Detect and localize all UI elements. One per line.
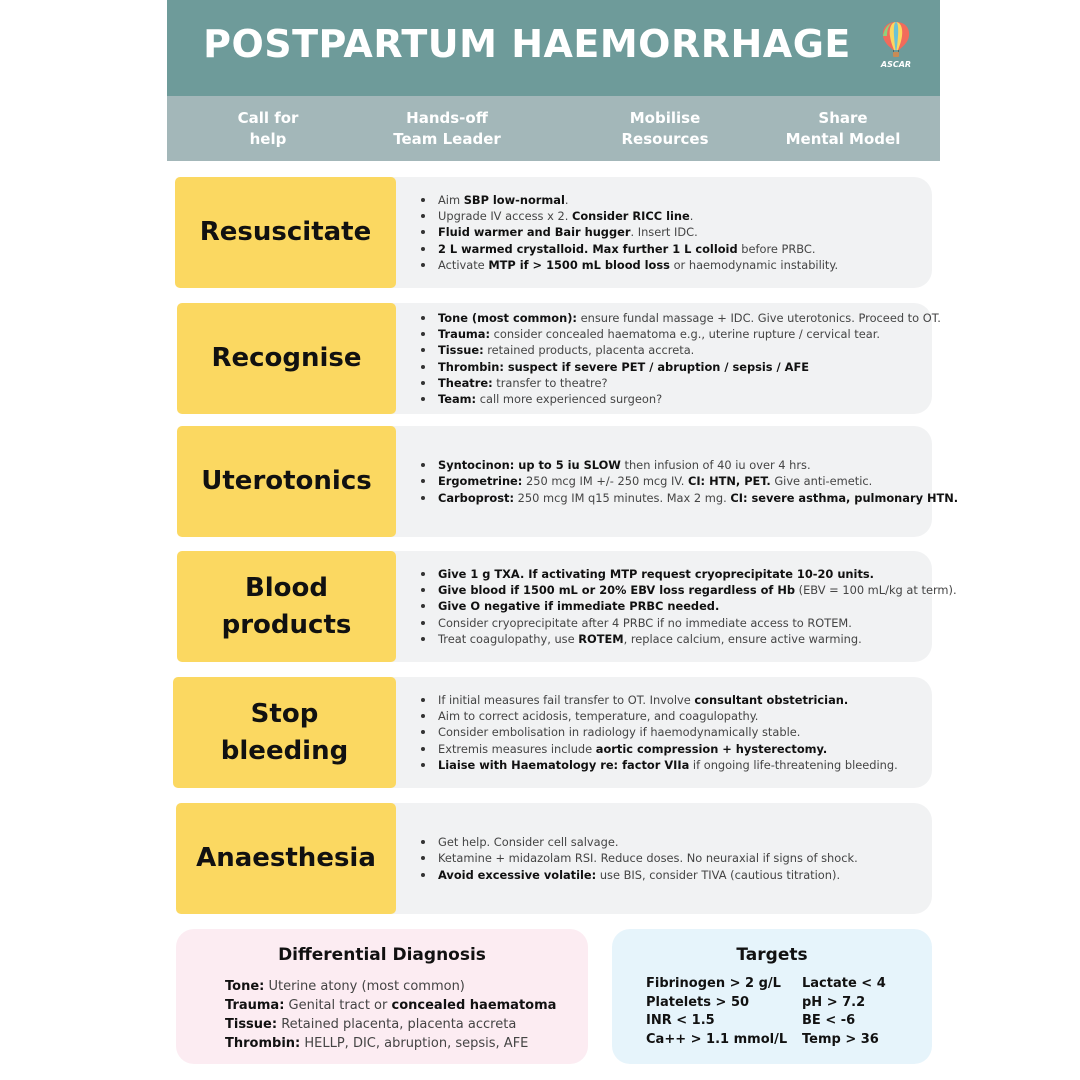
targets-right-list — [802, 975, 886, 1049]
bold-text: aortic compression + hysterectomy. — [595, 741, 828, 756]
bold-text: Avoid excessive volatile: — [438, 867, 597, 882]
section-title — [173, 677, 396, 788]
list-item — [419, 208, 929, 224]
section-blood-products — [167, 551, 957, 662]
text: Aim — [438, 192, 464, 207]
bold-text: Fluid warmer and Bair hugger — [438, 225, 631, 240]
section-list — [419, 177, 929, 288]
list-item — [419, 566, 929, 582]
target-item: BE < -6 — [802, 1013, 856, 1028]
page-title: POSTPARTUM HAEMORRHAGE — [203, 22, 851, 66]
target-item: INR < 1.5 — [646, 1013, 715, 1028]
text: use BIS, consider TIVA (cautious titration). — [596, 867, 841, 882]
text: 250 mcg IM +/- 250 mcg IV. — [522, 474, 688, 489]
list-item — [419, 224, 929, 240]
bold-text: Trauma: — [438, 327, 491, 342]
list-item — [419, 834, 929, 850]
section-anaesthesia — [167, 803, 940, 914]
bold-text: Consider RICC line — [571, 209, 690, 224]
bold-text: Team: — [438, 391, 477, 406]
list-item — [419, 708, 929, 724]
target-item: pH > 7.2 — [802, 994, 866, 1010]
list-item — [419, 631, 929, 647]
bold-text: Trauma: — [225, 998, 285, 1013]
text: Retained placenta, placenta accreta — [277, 1017, 517, 1032]
target-item: Fibrinogen > 2 g/L — [646, 976, 781, 991]
list-item — [419, 342, 929, 358]
list-item — [419, 241, 929, 257]
differential-item — [225, 1034, 556, 1053]
section-title-line: Blood — [244, 572, 329, 603]
section-title-line: Anaesthesia — [196, 843, 376, 873]
targets-box — [612, 929, 932, 1064]
bold-text: CI: severe asthma, pulmonary HTN. — [730, 490, 959, 505]
target-item: Temp > 36 — [802, 1031, 879, 1047]
text: retained products, placenta accreta. — [483, 343, 695, 358]
text: Consider cryoprecipitate after 4 PRBC if no immediate access to ROTEM. — [438, 615, 852, 630]
section-list — [419, 426, 959, 537]
section-title-line: products — [221, 609, 352, 640]
bold-text: Liaise with Haematology re: factor VIIa — [438, 757, 690, 772]
differential-item — [225, 977, 556, 996]
bold-text: 2 L warmed crystalloid. Max further 1 L colloid — [438, 241, 738, 256]
ppH-cognitive-aid — [167, 0, 959, 1080]
bold-text: Give 1 g TXA. If activating MTP request cryoprecipitate 10-20 units. — [438, 566, 874, 581]
bold-text: Give blood if 1500 mL or 20% EBV loss regardless of Hb — [438, 583, 796, 598]
text: Uterine atony (most common) — [264, 979, 465, 994]
section-title-text — [196, 840, 376, 877]
text: Give anti-emetic. — [770, 474, 873, 489]
text: Treat coagulopathy, use — [438, 631, 579, 646]
target-item: Ca++ > 1.1 mmol/L — [646, 1031, 788, 1047]
targets-title: Targets — [736, 945, 808, 965]
ascar-logo — [878, 20, 914, 72]
text: (EBV = 100 mL/kg at term). — [795, 583, 957, 598]
text: or haemodynamic instability. — [669, 257, 839, 272]
text: Upgrade IV access x 2. — [438, 209, 572, 224]
differential-title: Differential Diagnosis — [278, 945, 486, 965]
action-steps-bar — [167, 96, 940, 161]
text: ensure fundal massage + IDC. Give uterotonics. Proceed to OT. — [576, 310, 941, 325]
section-title-text — [200, 214, 371, 251]
text: . — [564, 192, 569, 207]
step-team-leader: Hands-off Team Leader — [393, 109, 501, 148]
section-recognise — [167, 303, 940, 414]
section-title-text — [211, 340, 361, 377]
section-list — [419, 803, 929, 914]
list-item — [419, 692, 929, 708]
list-item — [419, 310, 941, 326]
text: transfer to theatre? — [492, 375, 608, 390]
text: consider concealed haematoma e.g., uterine rupture / cervical tear. — [490, 327, 880, 342]
bold-text: SBP low-normal — [463, 192, 565, 207]
section-list — [419, 303, 941, 414]
list-item — [419, 375, 929, 391]
list-item — [419, 473, 929, 489]
section-title-text — [221, 696, 348, 770]
list-item — [419, 582, 957, 598]
section-title-line: Stop — [250, 698, 319, 729]
text: . — [689, 209, 694, 224]
text: , replace calcium, ensure active warming. — [623, 631, 862, 646]
text: Consider embolisation in radiology if haemodynamically stable. — [438, 725, 801, 740]
bold-text: concealed haematoma — [391, 998, 557, 1013]
text: . Insert IDC. — [630, 225, 698, 240]
bold-text: Tissue: — [438, 343, 484, 358]
section-title-line: bleeding — [220, 735, 349, 766]
text: 250 mcg IM q15 minutes. Max 2 mg. — [514, 490, 731, 505]
targets-left-list — [646, 975, 787, 1049]
bold-text: Give O negative if immediate PRBC needed. — [438, 599, 720, 614]
bold-text: ROTEM — [578, 631, 624, 646]
differential-item — [225, 1015, 556, 1034]
section-title — [175, 177, 396, 288]
bold-text: Ergometrine: — [438, 474, 523, 489]
section-uterotonics — [167, 426, 959, 537]
bold-text: Tone (most common): — [438, 310, 577, 325]
bold-text: Carboprost: — [438, 490, 515, 505]
text: HELLP, DIC, abruption, sepsis, AFE — [300, 1036, 529, 1051]
bold-text: Tissue: — [225, 1017, 278, 1032]
bold-text: Tone: — [225, 979, 265, 994]
section-title-line: Uterotonics — [201, 466, 372, 496]
bold-text: Thrombin: suspect if severe PET / abruption / sepsis / AFE — [438, 359, 810, 374]
list-item — [419, 257, 929, 273]
list-item — [419, 741, 929, 757]
differential-diagnosis-box — [176, 929, 588, 1064]
header-banner — [167, 0, 940, 96]
section-title — [177, 426, 396, 537]
bold-text: Thrombin: — [225, 1036, 301, 1051]
section-title-line: Recognise — [211, 343, 362, 373]
section-title — [176, 803, 396, 914]
bold-text: consultant obstetrician. — [694, 692, 849, 707]
text: then infusion of 40 iu over 4 hrs. — [620, 458, 811, 473]
section-stop-bleeding — [167, 677, 940, 788]
bold-text: Syntocinon: up to 5 iu SLOW — [438, 458, 621, 473]
list-item — [419, 598, 929, 614]
text: Extremis measures include — [438, 741, 596, 756]
text: Get help. Consider cell salvage. — [438, 835, 619, 850]
list-item — [419, 192, 929, 208]
logo-text: ASCAR — [880, 60, 912, 69]
step-mobilise-resources: Mobilise Resources — [621, 109, 709, 148]
text: Activate — [438, 257, 489, 272]
text: if ongoing life-threatening bleeding. — [689, 757, 898, 772]
differential-item — [225, 996, 556, 1015]
list-item — [419, 850, 929, 866]
section-list — [419, 677, 929, 788]
section-title-line: Resuscitate — [199, 217, 372, 247]
list-item — [419, 326, 929, 342]
step-call-for-help: Call for help — [237, 109, 299, 148]
section-title — [177, 551, 396, 662]
target-item: Lactate < 4 — [802, 976, 886, 991]
bold-text: CI: HTN, PET. — [687, 474, 771, 489]
list-item — [419, 359, 929, 375]
step-share-mental-model: Share Mental Model — [785, 109, 901, 148]
text: Ketamine + midazolam RSI. Reduce doses. No neuraxial if signs of shock. — [438, 851, 858, 866]
text: If initial measures fail transfer to OT. Involve — [438, 692, 695, 707]
text: Aim to correct acidosis, temperature, and coagulopathy. — [438, 709, 759, 724]
list-item — [419, 867, 929, 883]
text: call more experienced surgeon? — [476, 391, 663, 406]
section-title — [177, 303, 396, 414]
target-item: Platelets > 50 — [646, 994, 750, 1010]
text: Genital tract or — [284, 998, 392, 1013]
section-title-text — [222, 570, 352, 644]
list-item — [419, 490, 959, 506]
list-item — [419, 391, 929, 407]
section-resuscitate — [167, 177, 940, 288]
list-item — [419, 724, 929, 740]
bold-text: Theatre: — [438, 375, 493, 390]
bold-text: MTP if > 1500 mL blood loss — [488, 257, 670, 272]
differential-list — [225, 977, 556, 1053]
list-item — [419, 757, 929, 773]
list-item — [419, 457, 929, 473]
section-title-text — [201, 463, 371, 500]
text: before PRBC. — [737, 241, 816, 256]
list-item — [419, 615, 929, 631]
section-list — [419, 551, 957, 662]
hot-air-balloon-icon — [878, 20, 914, 60]
